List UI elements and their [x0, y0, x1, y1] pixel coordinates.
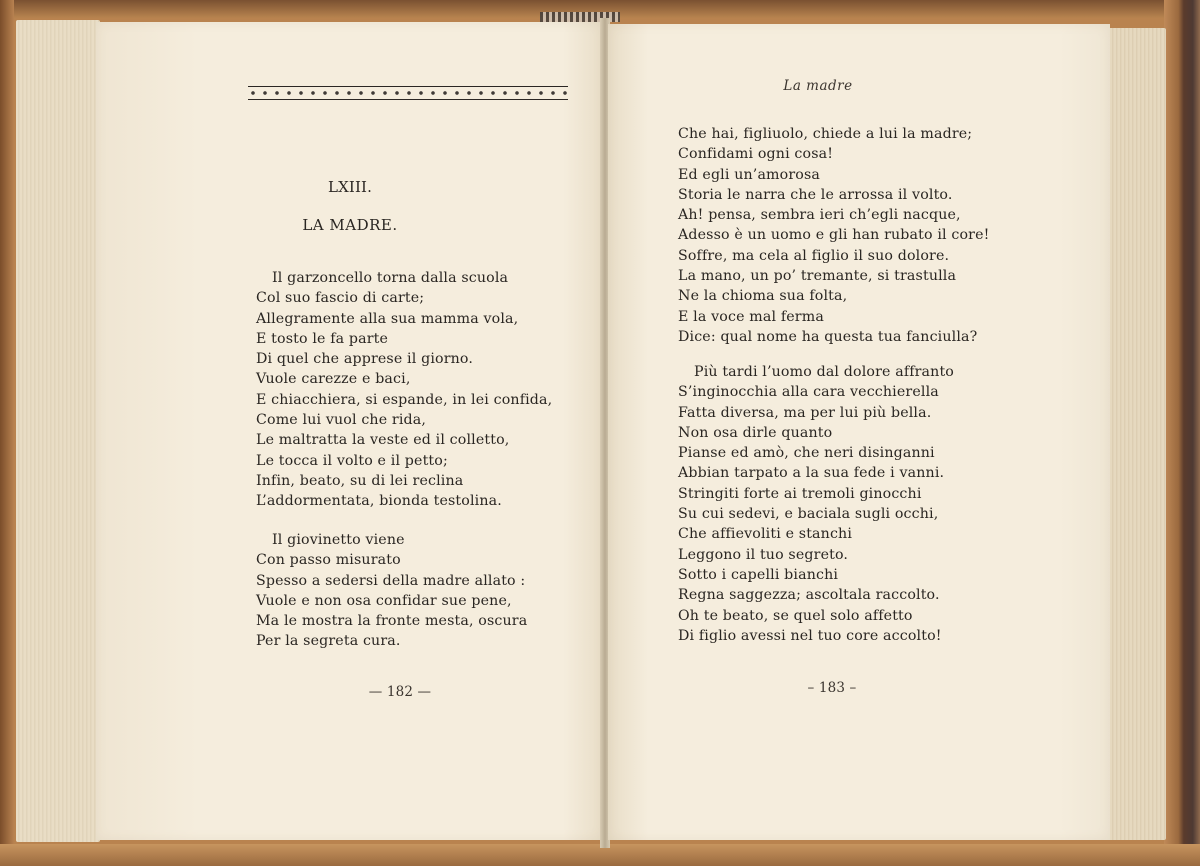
poem-stanza-2	[256, 530, 527, 652]
poem-line: Stringiti forte ai tremoli ginocchi	[678, 485, 922, 502]
poem-line: Non osa dirle quanto	[678, 424, 833, 441]
poem-line: Le maltratta la veste ed il colletto,	[256, 432, 510, 449]
cover-left-edge	[0, 0, 14, 866]
chapter-title: LA MADRE.	[302, 216, 398, 234]
poem-line: Che affievoliti e stanchi	[678, 526, 853, 543]
poem-line: Su cui sedevi, e baciala sugli occhi,	[678, 506, 939, 523]
poem-line: L’addormentata, bionda testolina.	[256, 493, 502, 510]
page-number: – 183 –	[807, 680, 857, 696]
poem-line: Adesso è un uomo e gli han rubato il core!	[678, 227, 990, 244]
cover-right-edge	[1164, 0, 1200, 866]
poem-line: Dice: qual nome ha questa tua fanciulla?	[678, 328, 978, 345]
ornament-bottom-rule	[248, 99, 568, 100]
poem-line: Vuole carezze e baci,	[256, 371, 411, 388]
left-page-stack	[16, 20, 100, 842]
right-page	[608, 24, 1110, 840]
ornament-top-rule	[248, 86, 568, 87]
running-head: La madre	[783, 78, 853, 94]
poem-line: E tosto le fa parte	[256, 330, 389, 347]
chapter-number: LXIII.	[327, 178, 373, 196]
poem-stanza-4	[678, 362, 954, 646]
poem-line: Più tardi l’uomo dal dolore affranto	[694, 364, 954, 380]
poem-line: Di figlio avessi nel tuo core accolto!	[678, 627, 942, 644]
poem-line: Come lui vuol che rida,	[256, 412, 427, 429]
poem-line: Sotto i capelli bianchi	[678, 566, 839, 583]
poem-line: Ne la chioma sua folta,	[678, 288, 848, 305]
poem-line: Ma le mostra la fronte mesta, oscura	[256, 613, 528, 630]
poem-line: Le tocca il volto e il petto;	[256, 452, 448, 469]
poem-stanza-1	[256, 268, 552, 512]
poem-line: Pianse ed amò, che neri disinganni	[678, 445, 935, 462]
poem-line: Spesso a sedersi della madre allato :	[256, 572, 526, 589]
poem-line: Allegramente alla sua mamma vola,	[256, 310, 519, 327]
page-number: — 182 —	[368, 684, 432, 700]
poem-line: Storia le narra che le arrossa il volto.	[678, 186, 953, 203]
poem-line: Infin, beato, su di lei reclina	[256, 472, 464, 489]
poem-line: Ah! pensa, sembra ieri ch’egli nacque,	[678, 207, 961, 224]
poem-line: Fatta diversa, ma per lui più bella.	[678, 404, 932, 421]
left-page	[96, 22, 604, 840]
poem-line: Vuole e non osa confidar sue pene,	[256, 592, 512, 609]
header-ornament	[248, 86, 568, 100]
poem-line: Il giovinetto viene	[272, 532, 405, 548]
poem-line: Col suo fascio di carte;	[256, 290, 425, 307]
poem-line: Che hai, figliuolo, chiede a lui la madre;	[678, 126, 973, 142]
poem-line: S’inginocchia alla cara vecchierella	[678, 384, 939, 401]
poem-line: Il garzoncello torna dalla scuola	[272, 270, 509, 286]
poem-stanza-3	[678, 124, 990, 347]
poem-line: Regna saggezza; ascoltala raccolto.	[678, 587, 940, 604]
poem-line: Ed egli un’amorosa	[678, 166, 821, 183]
right-page-stack	[1106, 28, 1166, 840]
poem-line: La mano, un po’ tremante, si trastulla	[678, 268, 957, 285]
poem-line: Con passo misurato	[256, 552, 401, 569]
poem-line: Per la segreta cura.	[256, 633, 401, 650]
poem-line: Di quel che apprese il giorno.	[256, 351, 474, 368]
ornament-pattern	[248, 89, 568, 97]
poem-line: E chiacchiera, si espande, in lei confida,	[256, 391, 553, 408]
poem-line: E la voce mal ferma	[678, 308, 824, 325]
poem-line: Confidami ogni cosa!	[678, 146, 834, 163]
poem-line: Leggono il tuo segreto.	[678, 546, 849, 563]
poem-line: Soffre, ma cela al figlio il suo dolore.	[678, 247, 950, 264]
poem-line: Abbian tarpato a la sua fede i vanni.	[678, 465, 945, 482]
poem-line: Oh te beato, se quel solo affetto	[678, 607, 913, 624]
